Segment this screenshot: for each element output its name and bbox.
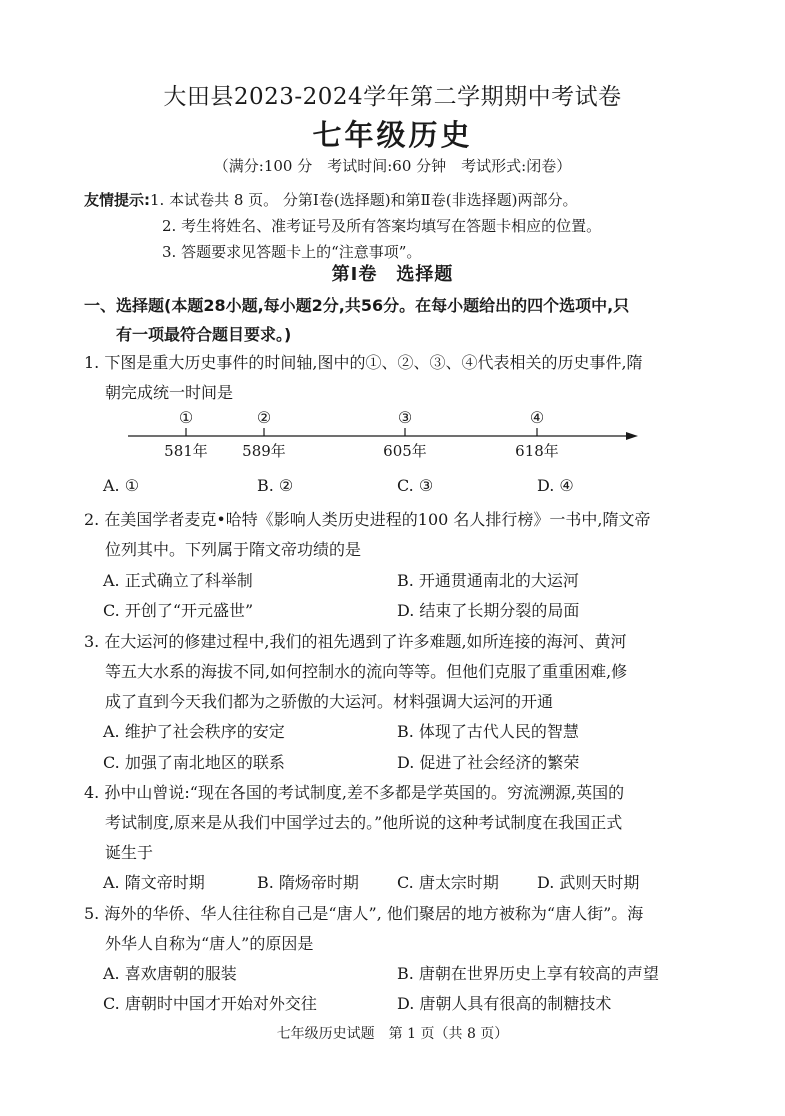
q3-option-b[interactable]: B. 体现了古代人民的智慧 [397, 722, 579, 741]
q4-stem-1: 4. 孙中山曾说:“现在各国的考试制度,差不多都是学英国的。穷流溯源,英国的 [84, 783, 625, 802]
q2-option-a[interactable]: A. 正式确立了科举制 [103, 571, 253, 590]
q3-stem-3: 成了直到今天我们都为之骄傲的大运河。材料强调大运河的开通 [105, 692, 554, 711]
timeline-marker-1: ① [178, 408, 194, 427]
q5-stem-2: 外华人自称为“唐人”的原因是 [105, 934, 314, 953]
q1-option-d[interactable]: D. ④ [537, 476, 574, 495]
q1-option-c[interactable]: C. ③ [397, 476, 434, 495]
timeline-year-3: 605年 [383, 442, 427, 460]
page-footer: 七年级历史试题 第 1 页（共 8 页） [276, 1026, 509, 1042]
q3-option-c[interactable]: C. 加强了南北地区的联系 [103, 753, 285, 772]
q2-stem-2: 位列其中。下列属于隋文帝功绩的是 [105, 540, 362, 559]
q5-option-a[interactable]: A. 喜欢唐朝的服装 [103, 964, 237, 983]
tips-item-2: 2. 考生将姓名、准考证号及所有答案均填写在答题卡相应的位置。 [162, 217, 602, 235]
q4-option-c[interactable]: C. 唐太宗时期 [397, 873, 499, 892]
timeline-year-1: 581年 [164, 442, 208, 460]
q5-option-c[interactable]: C. 唐朝时中国才开始对外交往 [103, 994, 317, 1013]
tips-line-1 [84, 189, 577, 210]
section-instruction-1: 一、选择题(本题28小题,每小题2分,共56分。在每小题给出的四个选项中,只 [84, 296, 630, 315]
timeline-arrow-icon [626, 432, 638, 440]
subject-title: 七年级历史 [312, 118, 473, 152]
q4-option-b[interactable]: B. 隋炀帝时期 [257, 873, 359, 892]
timeline-marker-4: ④ [529, 408, 545, 427]
q3-stem-2: 等五大水系的海拔不同,如何控制水的流向等等。但他们克服了重重困难,修 [105, 662, 628, 681]
q2-option-d[interactable]: D. 结束了长期分裂的局面 [397, 601, 580, 620]
timeline-year-2: 589年 [242, 442, 286, 460]
q5-stem-1: 5. 海外的华侨、华人往往称自己是“唐人”, 他们聚居的地方被称为“唐人街”。海 [84, 904, 644, 923]
exam-title: 大田县2023-2024学年第二学期期中考试卷 [163, 84, 622, 110]
q4-option-d[interactable]: D. 武则天时期 [537, 873, 640, 892]
q3-option-d[interactable]: D. 促进了社会经济的繁荣 [397, 753, 580, 772]
exam-meta: （满分:100 分 考试时间:60 分钟 考试形式:闭卷） [213, 157, 572, 175]
q1-option-b[interactable]: B. ② [257, 476, 294, 495]
tips-label: 友情提示: [84, 191, 150, 209]
q1-option-a[interactable]: A. ① [103, 476, 140, 495]
tips-item-1: 1. 本试卷共 8 页。 分第Ⅰ卷(选择题)和第Ⅱ卷(非选择题)两部分。 [150, 191, 578, 209]
timeline-marker-3: ③ [397, 408, 413, 427]
q4-stem-3: 诞生于 [105, 843, 154, 862]
q2-option-c[interactable]: C. 开创了“开元盛世” [103, 601, 254, 620]
timeline-marker-2: ② [256, 408, 272, 427]
section-instruction-2: 有一项最符合题目要求。) [116, 325, 292, 344]
q3-stem-1: 3. 在大运河的修建过程中,我们的祖先遇到了许多难题,如所连接的海河、黄河 [84, 632, 627, 651]
q3-option-a[interactable]: A. 维护了社会秩序的安定 [103, 722, 285, 741]
tips-item-3: 3. 答题要求见答题卡上的“注意事项”。 [162, 243, 422, 261]
q5-option-b[interactable]: B. 唐朝在世界历史上享有较高的声望 [397, 964, 659, 983]
q4-stem-2: 考试制度,原来是从我们中国学过去的。”他所说的这种考试制度在我国正式 [105, 813, 623, 832]
q1-timeline [120, 404, 650, 466]
q1-stem-2: 朝完成统一时间是 [105, 383, 234, 402]
q1-stem-1: 1. 下图是重大历史事件的时间轴,图中的①、②、③、④代表相关的历史事件,隋 [84, 353, 643, 372]
timeline-year-4: 618年 [515, 442, 559, 460]
q2-option-b[interactable]: B. 开通贯通南北的大运河 [397, 571, 579, 590]
section-title: 第Ⅰ卷 选择题 [331, 264, 454, 285]
q5-option-d[interactable]: D. 唐朝人具有很高的制糖技术 [397, 994, 612, 1013]
q2-stem-1: 2. 在美国学者麦克•哈特《影响人类历史进程的100 名人排行榜》一书中,隋文帝 [84, 510, 651, 529]
q4-option-a[interactable]: A. 隋文帝时期 [103, 873, 205, 892]
